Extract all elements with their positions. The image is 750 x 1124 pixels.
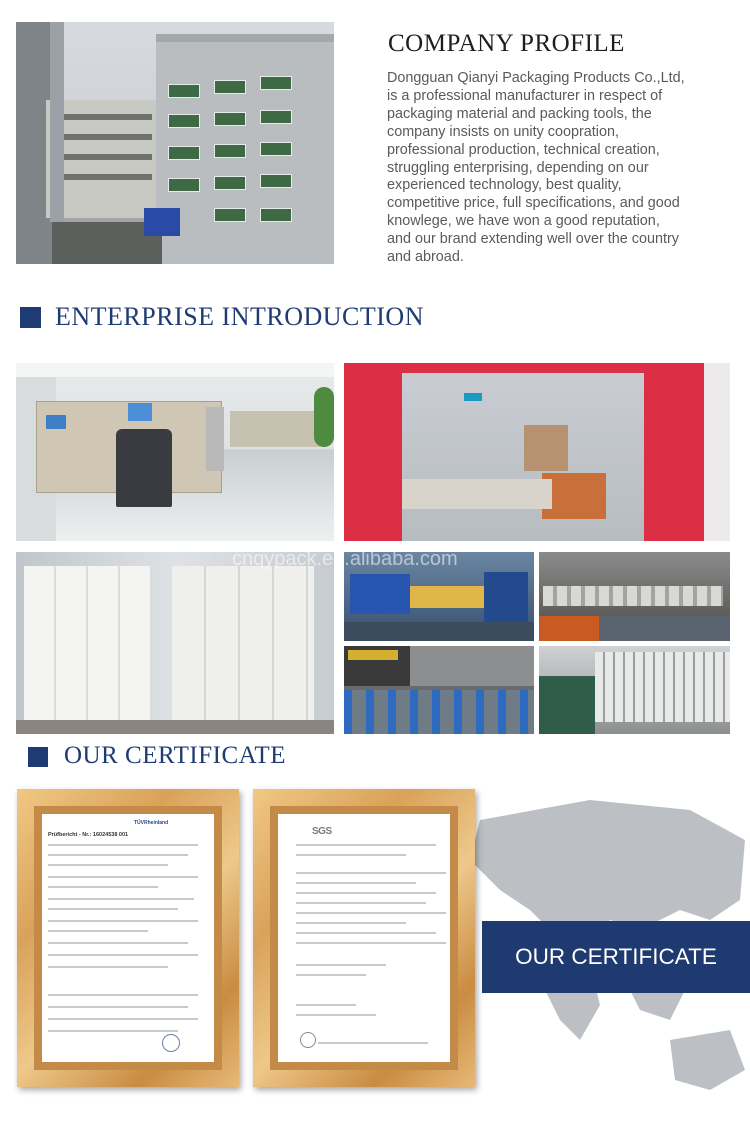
reception-photo <box>344 363 730 541</box>
carton-pallets-photo <box>16 552 334 734</box>
section-marker-enterprise <box>20 307 41 328</box>
certificate-frame-tuv <box>17 789 239 1087</box>
machine-photo-2 <box>539 552 730 641</box>
tuv-certificate-document <box>42 814 214 1062</box>
company-profile-text: Dongguan Qianyi Packaging Products Co.,Ltd, is a professional manufacturer in respect of packaging material and packing tools, the company insists on unity coopration, professional production, technical creation, struggling enterprising, depending on our experienced technology, best quality, competitive price, full specifications, and good knowlege, we have won a good reputation, and our brand extending well over the country and abroad. <box>387 70 685 266</box>
office-photo <box>16 363 334 541</box>
company-building-photo <box>16 22 334 264</box>
certificate-frame-sgs <box>253 789 475 1087</box>
sgs-certificate-document <box>278 814 450 1062</box>
company-profile-title: COMPANY PROFILE <box>388 30 625 57</box>
section-marker-certificate <box>28 747 48 767</box>
certificate-heading: OUR CERTIFICATE <box>64 742 286 769</box>
sgs-logo: SGS <box>312 826 332 837</box>
truck <box>144 208 180 236</box>
tuv-logo: TÜVRheinland <box>134 820 169 826</box>
machine-photo-4 <box>539 646 730 734</box>
enterprise-heading: ENTERPRISE INTRODUCTION <box>55 302 424 331</box>
certificate-banner: OUR CERTIFICATE <box>482 921 750 993</box>
watermark: cnqypack.en.alibaba.com <box>232 548 458 570</box>
tuv-report-number: Prüfbericht - Nr.: 16024538 001 <box>48 832 129 838</box>
machine-photo-3 <box>344 646 534 734</box>
exhaust-pipe <box>50 22 64 222</box>
building-main <box>156 42 334 264</box>
